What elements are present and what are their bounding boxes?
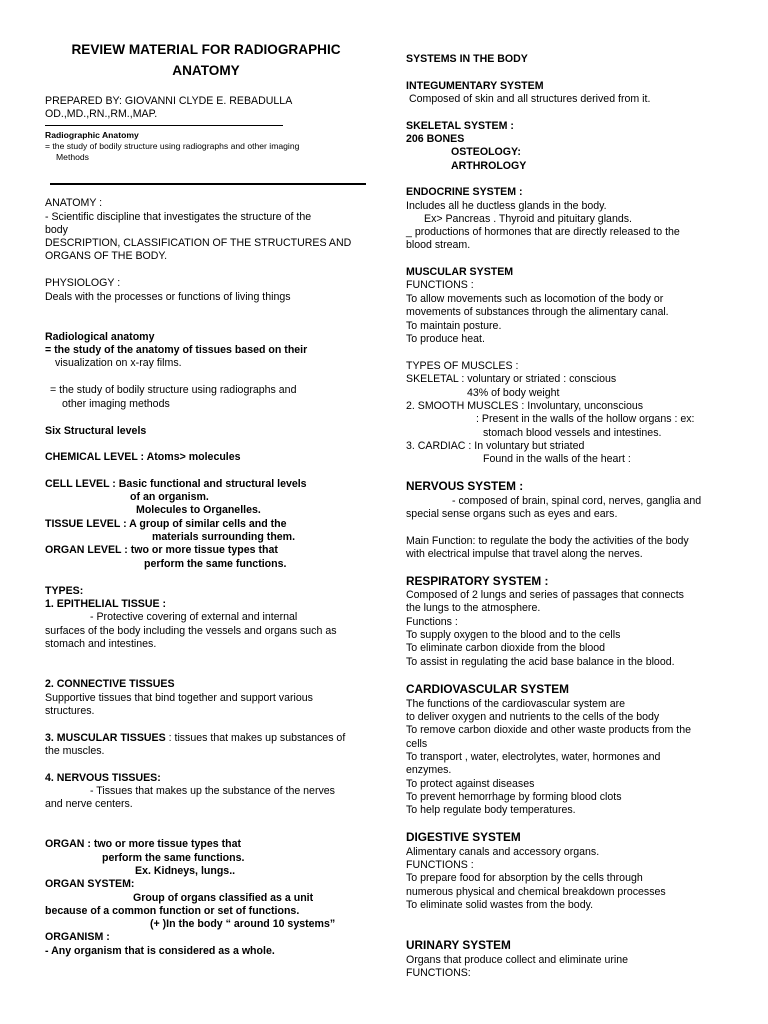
muscular-system-text: To allow movements such as locomotion of the body or: [406, 293, 664, 305]
endocrine-heading: ENDOCRINE SYSTEM :: [406, 186, 523, 198]
cell-level-cont: of an organism.: [130, 491, 209, 503]
muscle-types-text: 2. SMOOTH MUSCLES : Involuntary, unconscious: [406, 400, 644, 412]
digestive-text: To eliminate solid wastes from the body.: [406, 899, 594, 911]
radiological-anatomy-text: = the study of bodily structure using radiographs and: [50, 384, 297, 396]
cardiovascular-text: cells: [406, 738, 428, 750]
anatomy-text: DESCRIPTION, CLASSIFICATION OF THE STRUCTURES AND: [45, 237, 352, 249]
digestive-text: FUNCTIONS :: [406, 859, 474, 871]
epithelial-tissue-text: - Protective covering of external and internal: [90, 611, 298, 623]
anatomy-text: body: [45, 224, 68, 236]
digestive-text: To prepare food for absorption by the cells through: [406, 872, 643, 884]
skeletal-arthrology: ARTHROLOGY: [451, 160, 527, 172]
digestive-text: Alimentary canals and accessory organs.: [406, 846, 600, 858]
cardiovascular-text: To transport , water, electrolytes, water, hormones and: [406, 751, 661, 763]
endocrine-text: blood stream.: [406, 239, 471, 251]
organ-level-cont: perform the same functions.: [144, 558, 287, 570]
radiographic-anatomy-heading: Radiographic Anatomy: [45, 130, 139, 140]
skeletal-bones: 206 BONES: [406, 133, 465, 145]
urinary-heading: URINARY SYSTEM: [406, 938, 511, 952]
tissue-level: TISSUE LEVEL : A group of similar cells and the: [45, 518, 287, 530]
cell-level: CELL LEVEL : Basic functional and structural levels: [45, 478, 307, 490]
nervous-system-text: special sense organs such as eyes and ears.: [406, 508, 618, 520]
organ-system-text: because of a common function or set of functions.: [45, 905, 300, 917]
digestive-heading: DIGESTIVE SYSTEM: [406, 830, 521, 844]
organ-system-heading: ORGAN SYSTEM:: [45, 878, 135, 890]
tissue-level-cont: materials surrounding them.: [152, 531, 296, 543]
prepared-by-credentials: OD.,MD.,RN.,RM.,MAP.: [45, 108, 158, 120]
organ-system-text: Group of organs classified as a unit: [133, 892, 314, 904]
respiratory-text: To assist in regulating the acid base balance in the blood.: [406, 656, 675, 668]
respiratory-text: Functions :: [406, 616, 458, 628]
thick-divider: [50, 183, 366, 185]
physiology-heading: PHYSIOLOGY :: [45, 277, 121, 289]
muscle-types-text: stomach blood vessels and intestines.: [483, 427, 662, 439]
respiratory-text: To supply oxygen to the blood and to the cells: [406, 629, 621, 641]
radiographic-anatomy-definition-cont: Methods: [56, 152, 89, 162]
structural-levels-heading: Six Structural levels: [45, 425, 147, 437]
muscular-tissues-text: : tissues that makes up substances of: [165, 732, 346, 744]
connective-tissues-text: structures.: [45, 705, 95, 717]
radiological-anatomy-text: visualization on x-ray films.: [55, 357, 182, 369]
organ-level: ORGAN LEVEL : two or more tissue types that: [45, 544, 278, 556]
muscular-tissues-line: [45, 732, 345, 745]
cardiovascular-heading: CARDIOVASCULAR SYSTEM: [406, 682, 569, 696]
nervous-tissues-text: - Tissues that makes up the substance of the nerves: [90, 785, 335, 797]
organism-text: - Any organism that is considered as a whole.: [45, 945, 275, 957]
connective-tissues-text: Supportive tissues that bind together and support various: [45, 692, 313, 704]
cardiovascular-text: To remove carbon dioxide and other waste products from the: [406, 724, 692, 736]
chemical-level: CHEMICAL LEVEL : Atoms> molecules: [45, 451, 241, 463]
muscle-types-text: 43% of body weight: [467, 387, 560, 399]
muscular-system-text: movements of substances through the alimentary canal.: [406, 306, 669, 318]
muscular-system-text: To maintain posture.: [406, 320, 502, 332]
urinary-text: Organs that produce collect and eliminate urine: [406, 954, 629, 966]
nervous-system-text: - composed of brain, spinal cord, nerves, ganglia and: [452, 495, 702, 507]
integumentary-heading: INTEGUMENTARY SYSTEM: [406, 80, 544, 92]
muscular-tissues-text-cont: the muscles.: [45, 745, 105, 757]
endocrine-text: Includes all he ductless glands in the body.: [406, 200, 607, 212]
organ-examples: Ex. Kidneys, lungs..: [135, 865, 236, 877]
epithelial-tissue-heading: 1. EPITHELIAL TISSUE :: [45, 598, 167, 610]
muscular-system-text: To produce heat.: [406, 333, 485, 345]
physiology-text: Deals with the processes or functions of living things: [45, 291, 291, 303]
document-title-line-1: REVIEW MATERIAL FOR RADIOGRAPHIC: [71, 42, 341, 57]
cell-level-cont: Molecules to Organelles.: [136, 504, 261, 516]
cardiovascular-text: To help regulate body temperatures.: [406, 804, 576, 816]
skeletal-osteology: OSTEOLOGY:: [451, 146, 521, 158]
systems-heading: SYSTEMS IN THE BODY: [406, 53, 528, 65]
epithelial-tissue-text: surfaces of the body including the vessels and organs such as: [45, 625, 337, 637]
digestive-text: numerous physical and chemical breakdown processes: [406, 886, 666, 898]
cardiovascular-text: enzymes.: [406, 764, 452, 776]
organism-heading: ORGANISM :: [45, 931, 110, 943]
cardiovascular-text: to deliver oxygen and nutrients to the cells of the body: [406, 711, 660, 723]
nervous-system-text: with electrical impulse that travel along the nerves.: [406, 548, 643, 560]
document-title-line-2: ANATOMY: [172, 63, 240, 78]
respiratory-text: To eliminate carbon dioxide from the blood: [406, 642, 606, 654]
nervous-tissues-heading: 4. NERVOUS TISSUES:: [45, 772, 161, 784]
muscle-types-text: SKELETAL : voluntary or striated : conscious: [406, 373, 617, 385]
nervous-system-text: Main Function: to regulate the body the activities of the body: [406, 535, 689, 547]
muscle-types-text: : Present in the walls of the hollow organs : ex:: [476, 413, 695, 425]
muscular-system-heading: MUSCULAR SYSTEM: [406, 266, 514, 278]
organ-system-count: (+ )In the body “ around 10 systems”: [150, 918, 336, 930]
endocrine-text: _ productions of hormones that are directly released to the: [406, 226, 680, 238]
respiratory-text: the lungs to the atmosphere.: [406, 602, 541, 614]
muscular-tissues-heading: 3. MUSCULAR TISSUES: [45, 732, 166, 744]
organ-definition: ORGAN : two or more tissue types that: [45, 838, 242, 850]
integumentary-text: Composed of skin and all structures derived from it.: [409, 93, 651, 105]
anatomy-text: ORGANS OF THE BODY.: [45, 250, 168, 262]
respiratory-text: Composed of 2 lungs and series of passages that connects: [406, 589, 684, 601]
epithelial-tissue-text: stomach and intestines.: [45, 638, 157, 650]
muscular-system-text: FUNCTIONS :: [406, 279, 474, 291]
prepared-by: PREPARED BY: GIOVANNI CLYDE E. REBADULLA: [45, 95, 293, 107]
muscle-types-text: 3. CARDIAC : In voluntary but striated: [406, 440, 585, 452]
nervous-tissues-text: and nerve centers.: [45, 798, 133, 810]
types-heading: TYPES:: [45, 585, 84, 597]
anatomy-text: - Scientific discipline that investigates the structure of the: [45, 211, 312, 223]
cardiovascular-text: To prevent hemorrhage by forming blood clots: [406, 791, 622, 803]
urinary-text: FUNCTIONS:: [406, 967, 471, 979]
thin-divider: [45, 125, 283, 126]
endocrine-text: Ex> Pancreas . Thyroid and pituitary glands.: [424, 213, 632, 225]
radiological-anatomy-heading: Radiological anatomy: [45, 331, 155, 343]
respiratory-heading: RESPIRATORY SYSTEM :: [406, 574, 549, 588]
skeletal-heading: SKELETAL SYSTEM :: [406, 120, 514, 132]
cardiovascular-text: To protect against diseases: [406, 778, 535, 790]
anatomy-heading: ANATOMY :: [45, 197, 103, 209]
organ-definition-cont: perform the same functions.: [102, 852, 245, 864]
radiological-anatomy-text: = the study of the anatomy of tissues based on their: [45, 344, 308, 356]
radiological-anatomy-text: other imaging methods: [62, 398, 170, 410]
muscle-types-text: Found in the walls of the heart :: [483, 453, 631, 465]
cardiovascular-text: The functions of the cardiovascular system are: [406, 698, 626, 710]
nervous-system-heading: NERVOUS SYSTEM :: [406, 479, 524, 493]
radiographic-anatomy-definition: = the study of bodily structure using radiographs and other imaging: [45, 141, 300, 151]
muscle-types-heading: TYPES OF MUSCLES :: [406, 360, 519, 372]
connective-tissues-heading: 2. CONNECTIVE TISSUES: [45, 678, 175, 690]
